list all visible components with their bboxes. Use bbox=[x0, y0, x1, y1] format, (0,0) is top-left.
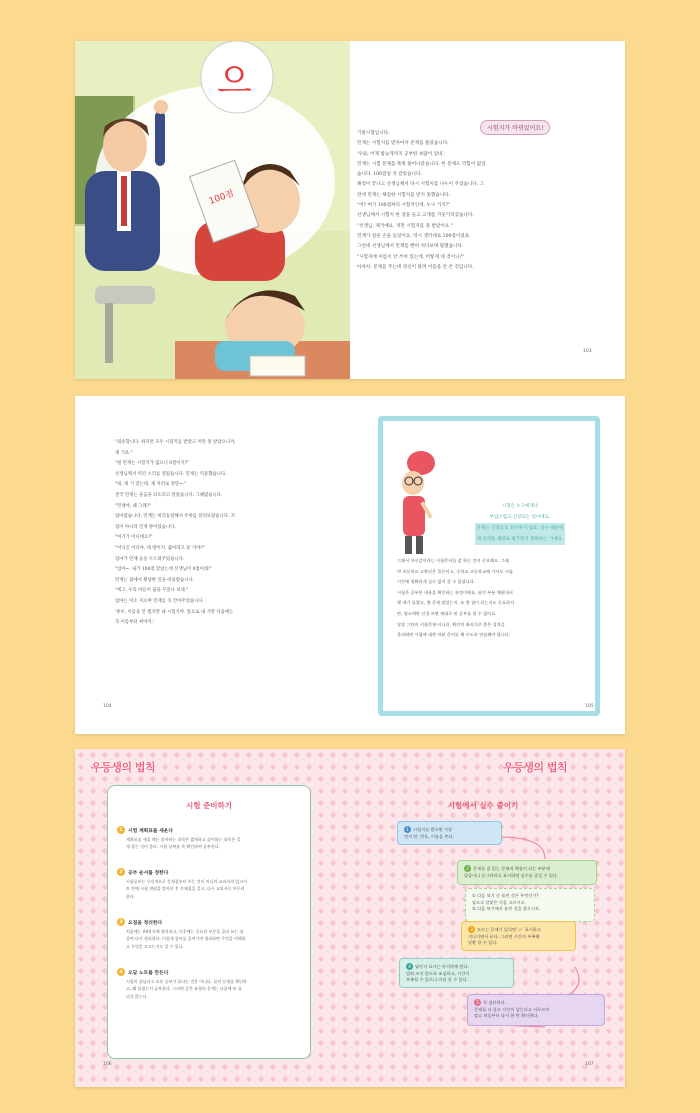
story-line: 집이 아니라 민재 방이었습니다. bbox=[115, 524, 176, 530]
item-number-badge: 3 bbox=[117, 918, 125, 926]
flow-number-badge: 1 bbox=[404, 826, 411, 833]
story-line: 선생님께서 시험지 한 장을 들고 고개를 갸웃거리셨습니다. bbox=[357, 213, 474, 219]
story-line: '우와, 어제 밤늦게까지 공부한 보람이 있네.' bbox=[357, 151, 446, 157]
story-line: 기말시험입니다. bbox=[357, 131, 390, 136]
flow-line: 말고 처음부터 다시 한 번 확인한다. bbox=[474, 1013, 539, 1019]
story-line: "선생님, 제거예요. 저만 시험지를 못 받았어요." bbox=[357, 223, 453, 229]
flow-step-4 bbox=[399, 958, 514, 988]
flow-line: 먼저 반, 번호, 이름을 쓴다. bbox=[404, 833, 454, 839]
flow-line: 부족할 수 있으니 미리 할 수 있다. bbox=[406, 977, 468, 983]
story-line: 민재가 얼른 손을 들었어요. 역시 생각대로 100점이었죠. bbox=[357, 233, 471, 239]
story-line: 그런데 선생님께서 민재를 빤히 쳐다보며 말했습니다. bbox=[357, 244, 464, 250]
flow-step-2 bbox=[457, 860, 597, 885]
story-line: 민재는 시험지를 받자마자 문제를 풀었습니다. bbox=[357, 141, 449, 147]
tip-body-line: 당장 그만의 시험문제 아니라, 확인의 좌리기로 좋은 성적을 bbox=[397, 621, 505, 627]
flow-example-box bbox=[465, 888, 595, 922]
flow-line: ② 다음 보기에서 틀린 것을 찾으시오. bbox=[472, 906, 541, 912]
story-text-page-104 bbox=[115, 438, 330, 629]
paper-score-mark: 100점 bbox=[207, 188, 236, 208]
story-text-page-103 bbox=[357, 129, 592, 273]
flow-number-badge: 4 bbox=[406, 963, 413, 970]
story-line: 민재는 시험 문제를 쭉쭉 풀어나갔습니다. 한 문제도 막힘이 없었 bbox=[357, 161, 486, 167]
prep-item bbox=[117, 826, 303, 851]
prep-item-line: 한다. bbox=[126, 893, 135, 899]
story-line: '휴우, 이름을 안 썼지만 내 시험지야. 앞으로 내 거란 다음에는 bbox=[115, 609, 234, 615]
story-line: "어디긴 어디야, 네 방이지. 꿈이라고 꾼 거야?" bbox=[115, 545, 205, 551]
tip-body-line: 만, 평소에만 신경 쓰면 제대로 된 공부를 할 수 없어요. bbox=[397, 610, 497, 616]
flow-line: 모르는 문제가 있다면 '☆' 표시하고 bbox=[477, 927, 541, 932]
page-number: 107 bbox=[585, 1062, 594, 1067]
speech-bubble-text: 으 bbox=[217, 61, 252, 102]
flow-line: 답안지 표시는 마지막에 한다. bbox=[415, 964, 469, 969]
book-spread-1 bbox=[75, 41, 625, 379]
story-line: "네, 제 거 맞는데, 제 자리로 정말~." bbox=[115, 482, 187, 488]
prep-item-title: 요점을 정리한다 bbox=[128, 920, 163, 926]
tip-line: 시험은 누구에게나 bbox=[501, 504, 539, 509]
prep-item-title: 시험 계획표를 세운다 bbox=[128, 828, 174, 834]
item-number-badge: 2 bbox=[117, 868, 125, 876]
story-line: 결국 민재는 울음을 터뜨리고 말았습니다. 그때였습니다. bbox=[115, 492, 223, 498]
story-line: "여기가 어디에요?" bbox=[115, 535, 153, 541]
flow-line: 지나가면서 푼다. 그러면 시간이 부족해 bbox=[468, 933, 540, 939]
tip-line: 문제는 긴장으로 실수하기 쉽죠. 실수 때문에 bbox=[475, 523, 566, 534]
prep-item-line: 시험공부는 우선적으로 문제집부터 푸는 것이 아니라 교과서의 읽고서 bbox=[126, 879, 247, 884]
story-line: 선생님께서 미린 소리를 질렀습니다. 민재는 억울했습니다. bbox=[115, 471, 227, 477]
story-line: 꼭 이름부터 써야지.' bbox=[115, 620, 155, 626]
page-number: 106 bbox=[103, 1062, 112, 1067]
story-line: 습니다. 100점일 것 같았습니다. bbox=[357, 172, 422, 178]
page-number: 105 bbox=[585, 704, 594, 709]
flow-line: 밑줄이나 동그라미로 표시하면 실수를 줄일 수 있다. bbox=[464, 872, 559, 878]
exam-prep-card bbox=[107, 785, 311, 1059]
tip-body-text bbox=[397, 556, 591, 641]
story-line: 아차차. 문제를 푸는데 정신이 팔려 이름을 안 쓴 것입니다. bbox=[357, 264, 474, 270]
flow-line: 문제를 잘 읽는 문제의 핵심이 되는 부분에 bbox=[473, 866, 550, 871]
story-line: 채점이 끝나고 선생님께서 다시 시험지를 나누어 주셨습니다. 그 bbox=[357, 182, 485, 188]
prep-item-line: 고 무엇을 모르는지도 알 수 있다. bbox=[126, 943, 184, 949]
exam-prep-title: 시험 준비하기 bbox=[185, 801, 233, 810]
prep-item bbox=[117, 918, 303, 950]
book-spread-2 bbox=[75, 396, 625, 734]
teacher-character-illustration bbox=[391, 441, 446, 556]
prep-item-line: 줄여 다시 정리한다. 이렇게 종이를 줄여가며 정리하면 무엇을 이해하 bbox=[126, 936, 246, 942]
flow-line: ① 다음 보기 중 틀린 것은 무엇인가? bbox=[472, 893, 539, 898]
tip-body-line: 야 초등학교 고학년은 물론이고, 중학교 고등학교에 가서도 시험 bbox=[397, 568, 513, 574]
classroom-illustration bbox=[75, 41, 350, 379]
series-logo-right: 우등생의 법칙 bbox=[503, 761, 568, 774]
story-line: "뭔 민재는 시험지가 없으니 0점이지?" bbox=[115, 461, 190, 467]
prep-item bbox=[117, 968, 303, 1000]
page-number: 104 bbox=[103, 704, 112, 709]
story-line: 민재는 꿈에서 황당한 일을 떠올렸습니다. bbox=[115, 577, 195, 583]
flow-step-1 bbox=[397, 821, 502, 845]
story-line: "엄마~. 내가 100점 맞았는데 선생님이 0점이래!" bbox=[115, 567, 212, 573]
flow-line: 시험지를 받으면 가장 bbox=[413, 827, 453, 832]
tip-body-line: 그래서 자신감이라는 시험준비를 잘 하는 것이 중요해요. 그래 bbox=[397, 558, 509, 563]
flow-line: 당황 할 수 있다. bbox=[468, 940, 498, 946]
tip-body-line: 올리려면 시험에 대한 차분 준비를 해 두도록 연습해야 합니다. bbox=[397, 632, 511, 638]
prep-item bbox=[117, 868, 303, 900]
story-line: 엄마였습니다. 민재는 비리둥절해서 주위를 살펴보았습니다. 꼬 bbox=[115, 514, 236, 520]
story-line: "죄송합니다. 하지만 모두 시험지를 받았고 저만 못 받았으니까, bbox=[115, 440, 236, 445]
prep-item-line: 리지 않는다. bbox=[126, 993, 148, 999]
chapter-title-tag: 시험지가 바뀌었어요! bbox=[480, 120, 550, 135]
prep-item-line: 트 안에 시험 개념을 알아본 후 문제집을 풀고, 다시 교과서로 마무리 bbox=[126, 886, 245, 892]
story-line: 런데 민재는 채점한 시험지를 받지 못했습니다. bbox=[357, 192, 451, 198]
prep-item-title: 오답 노트를 만든다 bbox=[128, 970, 169, 976]
tip-line: 부담스럽고 긴장되는 일이에요. bbox=[489, 515, 551, 520]
page-number: 103 bbox=[583, 349, 592, 354]
prep-item-line: 처음에는 A4용지에 정리하고, 이후에는 중요한 부분을 골라 쓰는 데 bbox=[126, 929, 244, 934]
story-line: "민재야, 왜 그래?" bbox=[115, 503, 152, 509]
story-line: "어? 여기 100점짜리 시험지인데, 누구 거지?" bbox=[357, 203, 451, 209]
mistake-reduction-title: 시험에서 실수 줄이기 bbox=[447, 801, 519, 810]
flow-step-3 bbox=[461, 921, 576, 951]
tip-body-line: 시간에 정확하게 실수 없이 풀 수 있답니다. bbox=[397, 579, 476, 585]
tip-line: 제 실력을 제대로 평가받지 못한다는 거예요. bbox=[475, 534, 566, 545]
tip-frame bbox=[378, 416, 600, 716]
flow-line: 답으로 알맞은 것을 고르시오. bbox=[472, 899, 526, 905]
prep-item-line: 고, 왜 틀렸는지 공부한다. 그러면 같은 유형의 문제는 다음에 또 틀 bbox=[126, 986, 242, 992]
prep-item-line: 게 잡는 것이 좋다. 시험 날짜를 쭉 확인하여 공부한다. bbox=[126, 844, 220, 850]
book-spread-3 bbox=[75, 749, 625, 1087]
flow-number-badge: 2 bbox=[464, 865, 471, 872]
flow-number-badge: 3 bbox=[468, 926, 475, 933]
flow-line: 밀려 쓰지 않도록 조심하고, 시간이 bbox=[406, 970, 470, 976]
story-line: "시험지에 이름이 안 쓰여 있는데, 어떻게 네 것이니?" bbox=[357, 254, 465, 260]
flow-number-badge: 5 bbox=[474, 999, 481, 1006]
story-line: 엄마가 민재 등을 두드려주었습니다. bbox=[115, 556, 185, 562]
story-line: "에고, 우리 아들이 꿈을 꾸었나 보네." bbox=[115, 588, 189, 594]
series-logo-left: 우등생의 법칙 bbox=[91, 761, 156, 774]
story-line: 제 거죠." bbox=[115, 450, 133, 456]
prep-item-line: 계획표를 세울 때는 좋아하는 과목은 짧게하고 싫어하는 과목은 길 bbox=[126, 837, 241, 842]
item-number-badge: 1 bbox=[117, 826, 125, 834]
tip-body-line: 시험은 공부한 내용을 확인하는 과정이에요. 틀린 부분 채워내서 bbox=[397, 589, 513, 595]
tip-highlight-text bbox=[445, 501, 595, 545]
flow-line: 문제를 다 풀고 시간이 남는다고 서두르지 bbox=[474, 1006, 550, 1012]
flow-line: 꼭 검산한다. bbox=[483, 1000, 506, 1005]
prep-item-line: 시험이 끝났다고 모든 공부가 끝나는 것은 아니다. 틀린 문제를 확인하 bbox=[126, 979, 247, 984]
prep-item-title: 공부 순서를 정한다 bbox=[128, 870, 169, 876]
story-line: 엄마는 미소 지으며 민재를 꼭 안아주었습니다. bbox=[115, 598, 204, 604]
flow-step-5 bbox=[467, 994, 605, 1026]
item-number-badge: 4 bbox=[117, 968, 125, 976]
tip-body-line: 몇 개가 틀렸고, 몇 문제 맞았는지, 또 몇 점이 되는지도 중요하지 bbox=[397, 600, 515, 606]
